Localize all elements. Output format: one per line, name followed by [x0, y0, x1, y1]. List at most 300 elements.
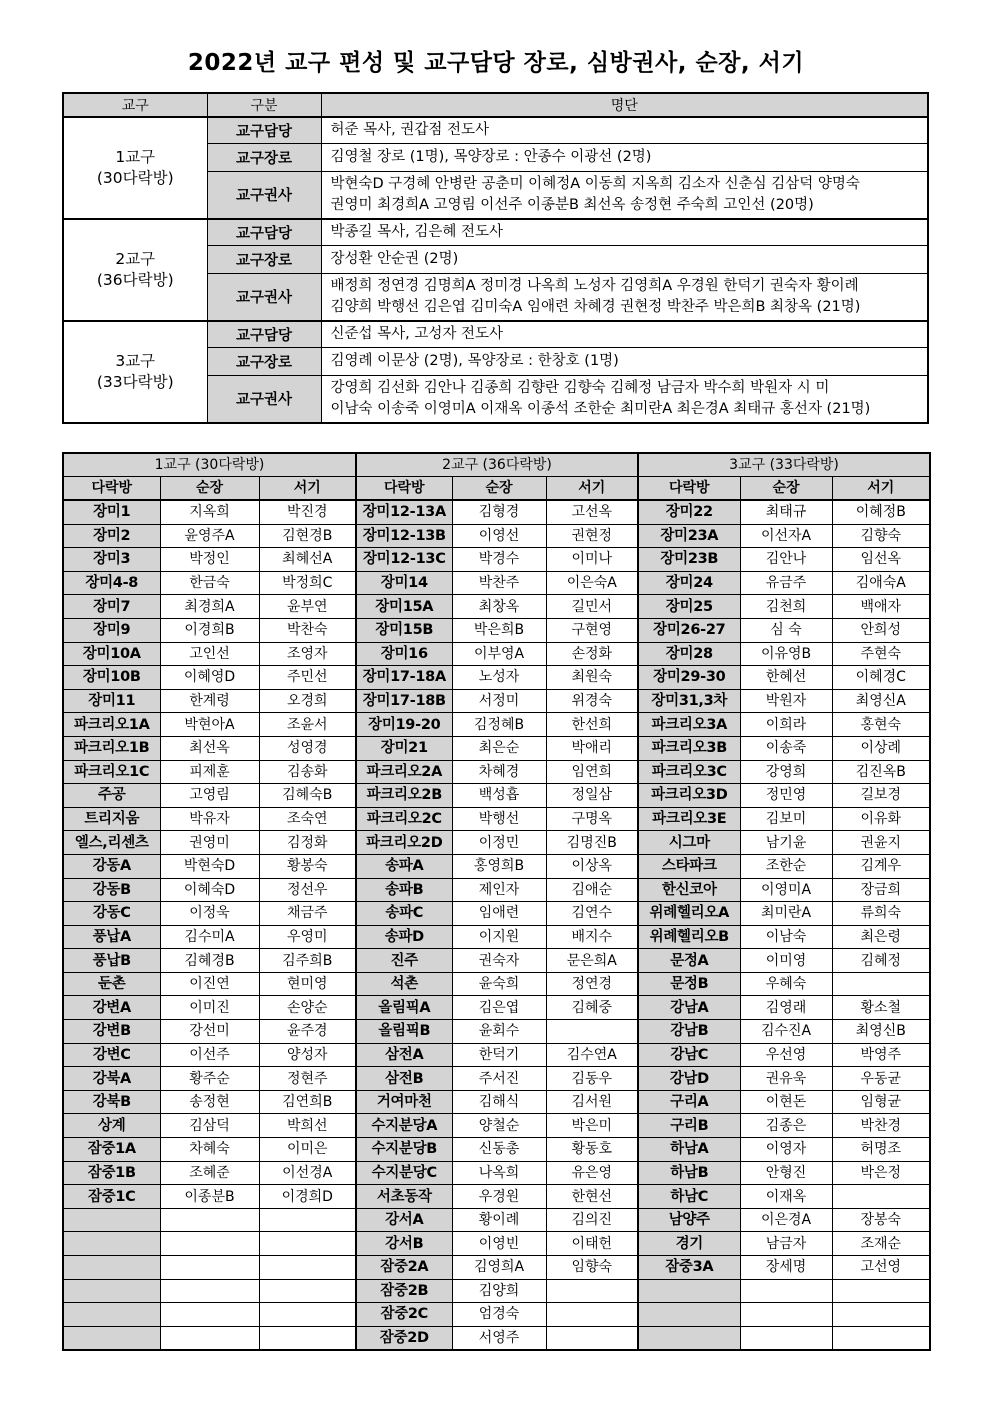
secretary: 김서원	[546, 1090, 638, 1114]
secretary: 박은미	[546, 1114, 638, 1138]
group-leader: 이선자A	[740, 524, 832, 548]
secretary: 이유화	[832, 807, 930, 831]
group-leader: 김은엽	[452, 996, 546, 1020]
secretary: 조윤서	[259, 713, 356, 737]
table-row	[63, 689, 930, 713]
parish-name: 2교구	[115, 250, 156, 268]
col-header-leader: 순장	[160, 477, 259, 501]
room-name: 송파C	[356, 902, 452, 926]
names-cell	[321, 143, 928, 171]
parish-name-cell	[63, 117, 207, 219]
group-leader: 김삼덕	[160, 1114, 259, 1138]
table-row	[63, 949, 930, 973]
room-name: 파크리오3D	[638, 784, 740, 808]
secretary	[546, 1326, 638, 1350]
group-leader: 최태규	[740, 500, 832, 524]
secretary: 임형균	[832, 1090, 930, 1114]
room-name: 풍납A	[63, 925, 160, 949]
group-leader: 차혜숙	[160, 1138, 259, 1162]
secretary: 황봉숙	[259, 854, 356, 878]
group-leader: 이정민	[452, 831, 546, 855]
secretary: 윤주경	[259, 1020, 356, 1044]
group-leader: 김안나	[740, 548, 832, 572]
room-name: 하남C	[638, 1185, 740, 1209]
col-header-room: 다락방	[638, 477, 740, 501]
secretary: 김향숙	[832, 524, 930, 548]
group-leader: 최경희A	[160, 595, 259, 619]
room-name: 파크리오2A	[356, 760, 452, 784]
room-name: 잠중1C	[63, 1185, 160, 1209]
room-name: 파크리오2B	[356, 784, 452, 808]
secretary: 정선우	[259, 878, 356, 902]
table-row	[63, 1303, 930, 1327]
room-name: 파크리오3E	[638, 807, 740, 831]
table-row	[63, 784, 930, 808]
parish-room-count: (30다락방)	[96, 169, 174, 187]
room-name: 파크리오3A	[638, 713, 740, 737]
secretary: 임향숙	[546, 1256, 638, 1280]
secretary: 박은정	[832, 1161, 930, 1185]
secretary: 손양순	[259, 996, 356, 1020]
group-leader: 이혜영D	[160, 666, 259, 690]
group-leader: 안형진	[740, 1161, 832, 1185]
parish-name-cell	[63, 321, 207, 423]
group-leader: 김영래	[740, 996, 832, 1020]
secretary	[546, 1303, 638, 1327]
group-leader	[160, 1279, 259, 1303]
room-name: 장미31,3차	[638, 689, 740, 713]
names-cell	[321, 245, 928, 273]
room-name: 장미26-27	[638, 618, 740, 642]
room-name: 장미7	[63, 595, 160, 619]
room-name: 파크리오1B	[63, 736, 160, 760]
room-name: 장미3	[63, 548, 160, 572]
room-name: 장미12-13B	[356, 524, 452, 548]
group-leader: 김종은	[740, 1114, 832, 1138]
secretary: 구현영	[546, 618, 638, 642]
group-header-row	[63, 453, 930, 477]
room-name: 진주	[356, 949, 452, 973]
room-name: 시그마	[638, 831, 740, 855]
room-name: 장미24	[638, 571, 740, 595]
group-leader: 우경원	[452, 1185, 546, 1209]
room-name: 강북B	[63, 1090, 160, 1114]
group-leader: 김해식	[452, 1090, 546, 1114]
room-name: 장미22	[638, 500, 740, 524]
room-name: 강서B	[356, 1232, 452, 1256]
table-row	[63, 500, 930, 524]
room-name: 강남B	[638, 1020, 740, 1044]
room-name: 석촌	[356, 972, 452, 996]
room-name: 한신코아	[638, 878, 740, 902]
secretary: 이선경A	[259, 1161, 356, 1185]
secretary: 박진경	[259, 500, 356, 524]
group-leader: 박현숙D	[160, 854, 259, 878]
group-leader: 주서진	[452, 1067, 546, 1091]
secretary	[259, 1326, 356, 1350]
table-row	[63, 1185, 930, 1209]
secretary: 박정희C	[259, 571, 356, 595]
room-name: 파크리오2D	[356, 831, 452, 855]
group-leader: 이재옥	[740, 1185, 832, 1209]
group-leader: 정민영	[740, 784, 832, 808]
secretary: 김연수	[546, 902, 638, 926]
room-name	[638, 1326, 740, 1350]
group-leader: 홍영희B	[452, 854, 546, 878]
group-header-1: 1교구 (30다락방)	[63, 453, 356, 477]
category-label: 교구장로	[207, 245, 321, 273]
table-row	[63, 1208, 930, 1232]
room-name: 장미16	[356, 642, 452, 666]
room-name: 장미29-30	[638, 666, 740, 690]
secretary: 김명진B	[546, 831, 638, 855]
parish-name: 3교구	[115, 352, 156, 370]
table-row	[63, 996, 930, 1020]
category-label: 교구담당	[207, 219, 321, 245]
group-leader: 우혜숙	[740, 972, 832, 996]
category-label: 교구권사	[207, 375, 321, 423]
group-leader: 이송죽	[740, 736, 832, 760]
names-cell	[321, 375, 928, 423]
secretary	[259, 1279, 356, 1303]
group-leader: 이영미A	[740, 878, 832, 902]
room-name: 장미23A	[638, 524, 740, 548]
group-leader: 강선미	[160, 1020, 259, 1044]
room-name: 강동A	[63, 854, 160, 878]
col-header-secretary: 서기	[259, 477, 356, 501]
table-row	[63, 854, 930, 878]
group-leader: 박유자	[160, 807, 259, 831]
group-leader: 박은희B	[452, 618, 546, 642]
table-row	[63, 524, 930, 548]
group-leader: 김형경	[452, 500, 546, 524]
secretary: 고선영	[832, 1256, 930, 1280]
secretary: 황소철	[832, 996, 930, 1020]
group-leader: 강영희	[740, 760, 832, 784]
group-leader: 서영주	[452, 1326, 546, 1350]
group-leader: 한계령	[160, 689, 259, 713]
secretary: 유은영	[546, 1161, 638, 1185]
group-leader: 윤영주A	[160, 524, 259, 548]
room-name: 장미23B	[638, 548, 740, 572]
parish-assignment-table	[62, 92, 929, 424]
group-leader: 황이례	[452, 1208, 546, 1232]
group-leader: 윤숙희	[452, 972, 546, 996]
room-name: 문정A	[638, 949, 740, 973]
table-row	[63, 736, 930, 760]
secretary: 윤부연	[259, 595, 356, 619]
group-leader: 이미영	[740, 949, 832, 973]
table-row	[63, 925, 930, 949]
secretary: 우동균	[832, 1067, 930, 1091]
table-row	[63, 713, 930, 737]
parish-row	[63, 219, 928, 245]
names-cell	[321, 347, 928, 375]
group-leader: 이남숙	[740, 925, 832, 949]
names-line: 강영희 김선화 김안나 김종희 김향란 김향숙 김혜정 남금자 박수희 박원자 시 미	[330, 379, 830, 396]
group-leader: 조한순	[740, 854, 832, 878]
secretary: 양성자	[259, 1043, 356, 1067]
room-name: 남양주	[638, 1208, 740, 1232]
secretary: 주민선	[259, 666, 356, 690]
room-name: 잠중2C	[356, 1303, 452, 1327]
room-name: 잠중2A	[356, 1256, 452, 1280]
parish-room-count: (33다락방)	[96, 373, 174, 391]
group-leader: 이경희B	[160, 618, 259, 642]
room-name: 장미12-13A	[356, 500, 452, 524]
room-name: 장미25	[638, 595, 740, 619]
group-header-2: 2교구 (36다락방)	[356, 453, 638, 477]
names-line: 박현숙D 구경혜 안병란 공춘미 이혜정A 이동희 지옥희 김소자 신춘심 김삼덕 양명숙	[330, 175, 860, 192]
room-name: 강남C	[638, 1043, 740, 1067]
group-leader: 이유영B	[740, 642, 832, 666]
names-line: 이남숙 이송죽 이영미A 이재옥 이종석 조한순 최미란A 최은경A 최태규 홍선자 (21명)	[330, 400, 871, 417]
group-leader: 김양희	[452, 1279, 546, 1303]
header-parish: 교구	[63, 93, 207, 117]
room-name: 강변C	[63, 1043, 160, 1067]
category-label: 교구권사	[207, 171, 321, 219]
secretary: 김동우	[546, 1067, 638, 1091]
table-row	[63, 1161, 930, 1185]
room-name: 파크리오3B	[638, 736, 740, 760]
table-row	[63, 1326, 930, 1350]
secretary: 구명옥	[546, 807, 638, 831]
room-name: 장미17-18B	[356, 689, 452, 713]
group-leader: 이은경A	[740, 1208, 832, 1232]
group-leader	[160, 1303, 259, 1327]
room-name: 장미28	[638, 642, 740, 666]
room-name: 강북A	[63, 1067, 160, 1091]
secretary: 채금주	[259, 902, 356, 926]
names-line: 박종길 목사, 김은혜 전도사	[330, 223, 504, 240]
table-row	[63, 760, 930, 784]
group-leader: 김천희	[740, 595, 832, 619]
names-cell	[321, 273, 928, 321]
secretary: 고선옥	[546, 500, 638, 524]
group-leader: 이혜숙D	[160, 878, 259, 902]
header-names: 명단	[321, 93, 928, 117]
room-name: 올림픽A	[356, 996, 452, 1020]
group-leader: 한혜선	[740, 666, 832, 690]
names-line: 김영례 이문상 (2명), 목양장로 : 한창호 (1명)	[330, 352, 619, 369]
group-leader: 이희라	[740, 713, 832, 737]
table-row	[63, 972, 930, 996]
group-leader: 서정미	[452, 689, 546, 713]
room-name: 송파B	[356, 878, 452, 902]
group-leader: 권영미	[160, 831, 259, 855]
group-leader: 박정인	[160, 548, 259, 572]
parish-room-count: (36다락방)	[96, 271, 174, 289]
group-leader: 박찬주	[452, 571, 546, 595]
room-name: 둔촌	[63, 972, 160, 996]
names-cell	[321, 219, 928, 245]
group-leader: 박원자	[740, 689, 832, 713]
parish-row	[63, 117, 928, 143]
room-name: 상계	[63, 1114, 160, 1138]
room-name: 삼전B	[356, 1067, 452, 1091]
secretary: 주현숙	[832, 642, 930, 666]
group-leader: 장세명	[740, 1256, 832, 1280]
category-label: 교구권사	[207, 273, 321, 321]
names-cell	[321, 321, 928, 347]
secretary: 박영주	[832, 1043, 930, 1067]
names-line: 장성환 안순권 (2명)	[330, 250, 459, 267]
secretary: 김정화	[259, 831, 356, 855]
group-leader: 이정욱	[160, 902, 259, 926]
room-name	[63, 1256, 160, 1280]
group-leader: 임애련	[452, 902, 546, 926]
room-name: 장미1	[63, 500, 160, 524]
group-leader	[740, 1303, 832, 1327]
table-row	[63, 1043, 930, 1067]
names-cell	[321, 171, 928, 219]
category-label: 교구장로	[207, 143, 321, 171]
room-name: 장미4-8	[63, 571, 160, 595]
room-name	[638, 1279, 740, 1303]
secretary: 조숙연	[259, 807, 356, 831]
table-row	[63, 1232, 930, 1256]
group-leader: 노성자	[452, 666, 546, 690]
secretary	[832, 972, 930, 996]
secretary: 한선희	[546, 713, 638, 737]
group-leader: 제인자	[452, 878, 546, 902]
secretary: 박희선	[259, 1114, 356, 1138]
secretary: 배지수	[546, 925, 638, 949]
table-row	[63, 1138, 930, 1162]
group-leader: 이영선	[452, 524, 546, 548]
secretary	[832, 1279, 930, 1303]
room-name: 스타파크	[638, 854, 740, 878]
column-header-row	[63, 477, 930, 501]
names-line: 권영미 최경희A 고영림 이선주 이종분B 최선옥 송정현 주숙희 고인선 (20명)	[330, 196, 814, 213]
room-name: 강동C	[63, 902, 160, 926]
names-line: 허준 목사, 권갑점 전도사	[330, 121, 490, 138]
room-name: 하남A	[638, 1138, 740, 1162]
category-label: 교구담당	[207, 117, 321, 143]
category-label: 교구담당	[207, 321, 321, 347]
room-name: 장미12-13C	[356, 548, 452, 572]
room-name: 강서A	[356, 1208, 452, 1232]
group-leader	[740, 1326, 832, 1350]
room-name: 강남D	[638, 1067, 740, 1091]
group-leader: 이현돈	[740, 1090, 832, 1114]
group-leader: 조혜준	[160, 1161, 259, 1185]
room-name	[638, 1303, 740, 1327]
secretary	[259, 1256, 356, 1280]
table-row	[63, 1020, 930, 1044]
secretary: 김수연A	[546, 1043, 638, 1067]
room-name: 잠중1B	[63, 1161, 160, 1185]
group-leader: 최은순	[452, 736, 546, 760]
secretary: 정연경	[546, 972, 638, 996]
secretary: 황동호	[546, 1138, 638, 1162]
secretary: 이은숙A	[546, 571, 638, 595]
secretary: 김계우	[832, 854, 930, 878]
secretary: 오경희	[259, 689, 356, 713]
secretary: 정일삼	[546, 784, 638, 808]
secretary: 최원숙	[546, 666, 638, 690]
header-category: 구분	[207, 93, 321, 117]
secretary: 최은령	[832, 925, 930, 949]
secretary	[832, 1185, 930, 1209]
room-name: 수지분당B	[356, 1138, 452, 1162]
group-leader: 고인선	[160, 642, 259, 666]
group-leader: 이부영A	[452, 642, 546, 666]
col-header-room: 다락방	[63, 477, 160, 501]
room-name: 파크리오1C	[63, 760, 160, 784]
group-leader: 한덕기	[452, 1043, 546, 1067]
parish-name-cell	[63, 219, 207, 321]
secretary: 김진옥B	[832, 760, 930, 784]
secretary	[832, 1303, 930, 1327]
secretary	[259, 1232, 356, 1256]
secretary: 박찬경	[832, 1114, 930, 1138]
room-name	[63, 1279, 160, 1303]
room-name	[63, 1208, 160, 1232]
group-leader: 김수미A	[160, 925, 259, 949]
secretary: 허명조	[832, 1138, 930, 1162]
names-line: 배정희 정연경 김명희A 정미경 나옥희 노성자 김영희A 우경원 한덕기 권숙자 황이례	[330, 277, 859, 294]
secretary: 성영경	[259, 736, 356, 760]
group-leader: 김정혜B	[452, 713, 546, 737]
group-leader: 송정현	[160, 1090, 259, 1114]
table-row	[63, 595, 930, 619]
secretary: 김송화	[259, 760, 356, 784]
secretary: 권윤지	[832, 831, 930, 855]
room-name: 트리지움	[63, 807, 160, 831]
secretary: 류희숙	[832, 902, 930, 926]
group-leader: 한금숙	[160, 571, 259, 595]
group-leader: 김영희A	[452, 1256, 546, 1280]
secretary: 정현주	[259, 1067, 356, 1091]
secretary: 장금희	[832, 878, 930, 902]
room-name: 장미10B	[63, 666, 160, 690]
room-name: 강동B	[63, 878, 160, 902]
room-name: 장미11	[63, 689, 160, 713]
secretary: 김혜중	[546, 996, 638, 1020]
secretary: 김애숙A	[832, 571, 930, 595]
group-leader: 나옥희	[452, 1161, 546, 1185]
room-name: 서초동작	[356, 1185, 452, 1209]
group-leader: 남금자	[740, 1232, 832, 1256]
small-group-table	[62, 452, 931, 1351]
secretary: 임연희	[546, 760, 638, 784]
group-leader: 남기윤	[740, 831, 832, 855]
group-leader: 이종분B	[160, 1185, 259, 1209]
group-leader: 지옥희	[160, 500, 259, 524]
room-name: 잠중2D	[356, 1326, 452, 1350]
group-leader: 심 숙	[740, 618, 832, 642]
room-name: 파크리오2C	[356, 807, 452, 831]
room-name: 장미17-18A	[356, 666, 452, 690]
secretary: 우영미	[259, 925, 356, 949]
secretary	[832, 1326, 930, 1350]
room-name: 장미14	[356, 571, 452, 595]
room-name: 파크리오1A	[63, 713, 160, 737]
group-leader: 이영자	[740, 1138, 832, 1162]
room-name: 강변B	[63, 1020, 160, 1044]
secretary: 이상옥	[546, 854, 638, 878]
group-leader: 양철순	[452, 1114, 546, 1138]
room-name: 장미19-20	[356, 713, 452, 737]
names-cell	[321, 117, 928, 143]
secretary: 현미영	[259, 972, 356, 996]
secretary: 이태헌	[546, 1232, 638, 1256]
col-header-secretary: 서기	[546, 477, 638, 501]
room-name: 위례헬리오A	[638, 902, 740, 926]
room-name: 하남B	[638, 1161, 740, 1185]
table-row	[63, 902, 930, 926]
